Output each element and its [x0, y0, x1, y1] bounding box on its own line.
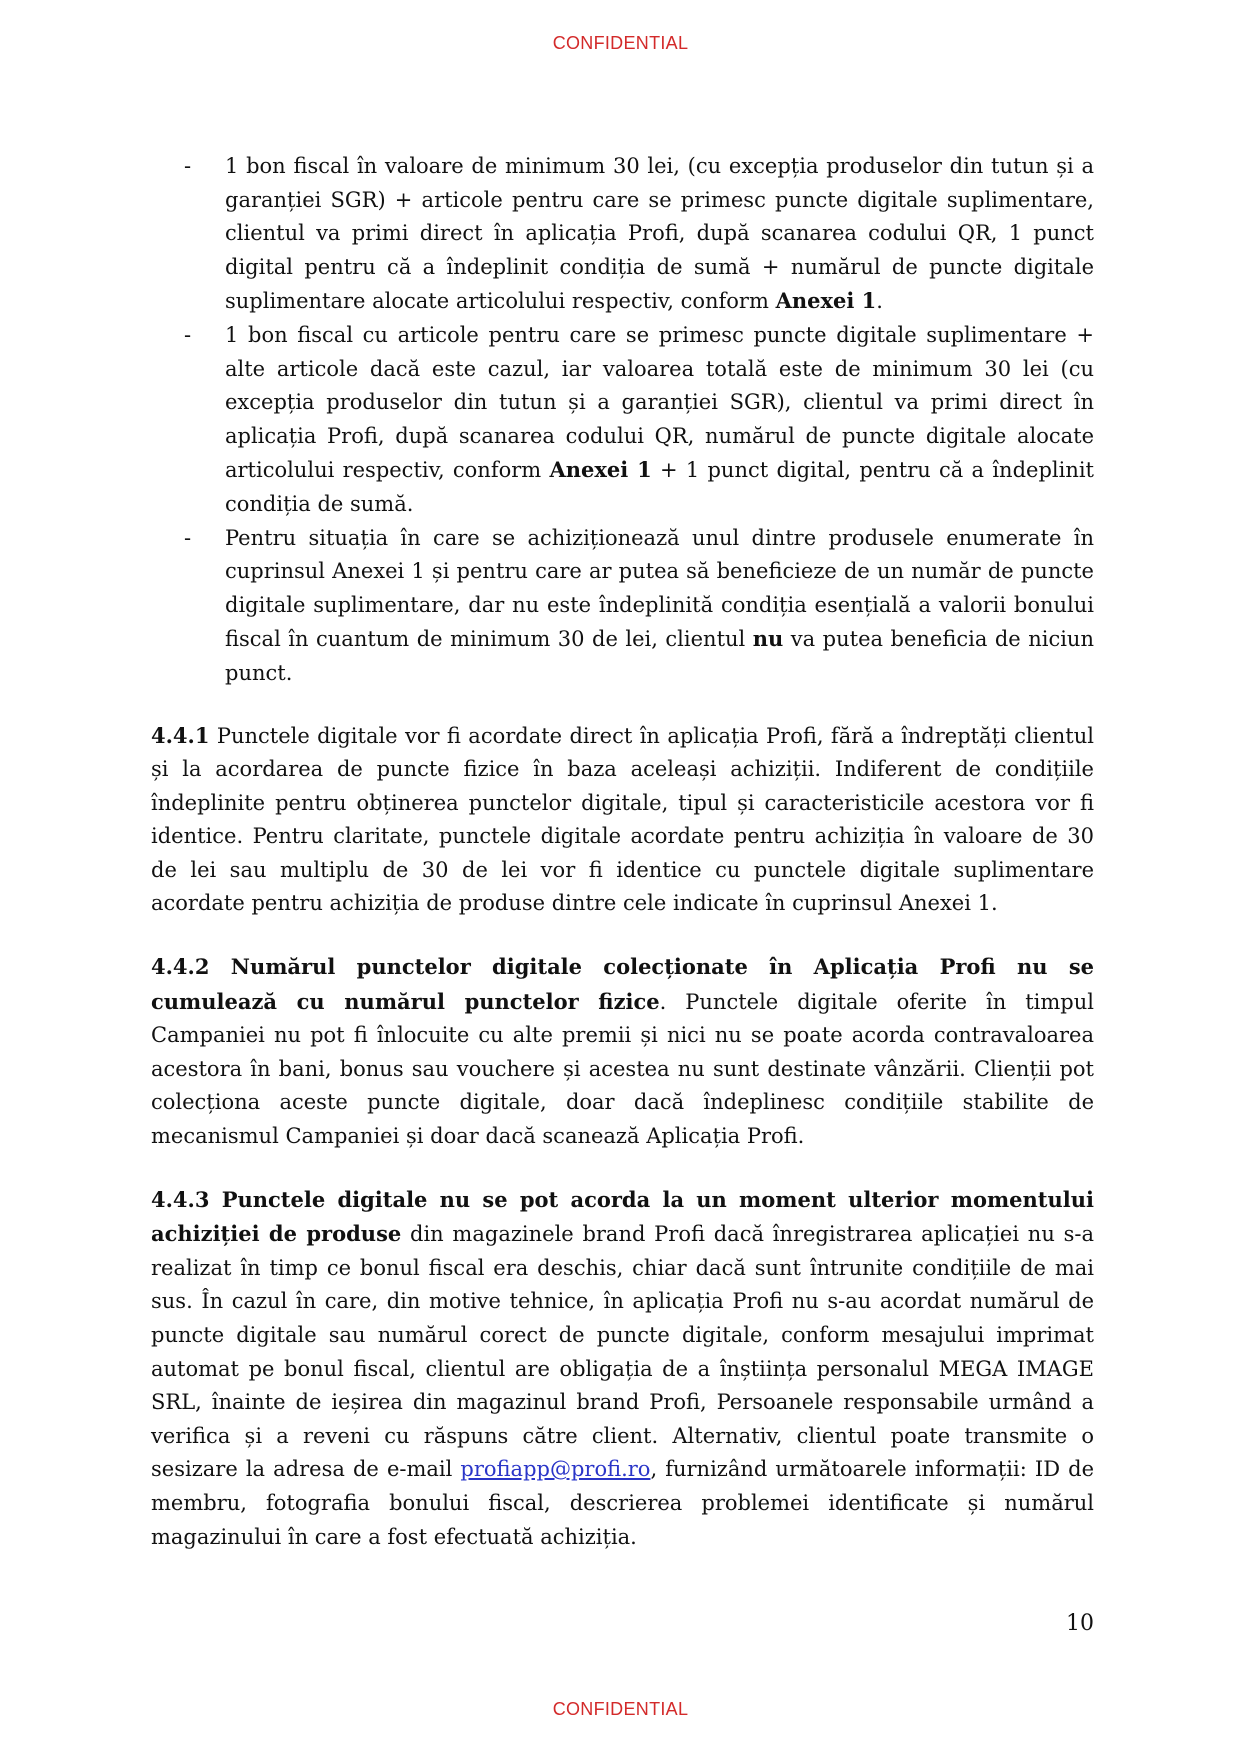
- list-item: [151, 150, 1094, 319]
- section-text: Punctele digitale vor fi acordate direct în aplicația Profi, fără a îndreptăți clientul și la acordarea de puncte fizice în baza aceleași achiziții. Indiferent de condițiile îndeplinite pentru obținerea punctelor digitale, tipul și caracteristicile acestora vor fi identice. Pentru claritate, punctele digitale acordate pentru achiziția în valoare de 30 de lei sau multiplu de 30 de lei vor fi identice cu punctele digitale suplimentare acordate pentru achiziția de produse dintre cele indicate în cuprinsul Anexei 1.: [151, 723, 1094, 916]
- document-body: [151, 150, 1094, 1583]
- section-text: din magazinele brand Profi dacă înregistrarea aplicației nu s-a realizat în timp ce bonul fiscal era deschis, chiar dacă sunt întrunite condițiile de mai sus. În cazul în care, din motive tehnice, în aplicația Profi nu s-au acordat numărul de puncte digitale sau numărul corect de puncte digitale, conform mesajului imprimat automat pe bonul fiscal, clientul are obligația de a înștiința personalul MEGA IMAGE SRL, înainte de ieșirea din magazinul brand Profi, Persoanele responsabile urmând a verifica și a reveni cu răspuns către client. Alternativ, clientul poate transmite o sesizare la adresa de e-mail: [151, 1222, 1094, 1482]
- bullet-bold: Anexei 1: [549, 457, 652, 483]
- section-heading-bold: 4.4.3 Punctele digitale nu se pot acorda la un moment ulterior momentului achiziției de produse: [151, 1186, 1094, 1247]
- list-item: [151, 319, 1094, 522]
- bullet-dash: -: [184, 322, 192, 347]
- bullet-bold: nu: [752, 626, 784, 652]
- section-heading-bold: 4.4.2 Numărul punctelor digitale colecționate în Aplicația Profi nu se cumulează cu numărul punctelor fizice: [151, 954, 1094, 1014]
- bullet-text: 1 bon fiscal în valoare de minimum 30 lei, (cu excepția produselor din tutun și a garanției SGR) + articole pentru care se primesc puncte digitale suplimentare, clientul va primi direct în aplicația Profi, după scanarea codului QR, 1 punct digital pentru că a îndeplinit condiția de sumă + numărul de puncte digitale suplimentare alocate articolului respectiv, conform: [225, 154, 1094, 314]
- bullet-text-end: va putea beneficia de niciun punct.: [225, 627, 1094, 685]
- bullet-dash: -: [184, 525, 192, 550]
- list-item: [151, 522, 1094, 691]
- bullet-text-end: + 1 punct digital, pentru că a îndeplinit condiția de sumă.: [225, 458, 1094, 516]
- confidential-footer: CONFIDENTIAL: [552, 1699, 689, 1719]
- section-4-4-1: [151, 719, 1094, 922]
- confidential-header: CONFIDENTIAL: [552, 33, 689, 53]
- bullet-text: Pentru situația în care se achiziționează unul dintre produsele enumerate în cuprinsul Anexei 1 și pentru care ar putea să beneficieze de un număr de puncte digitale suplimentare, dar nu este îndeplinită condiția esențială a valorii bonului fiscal în cuantum de minimum 30 de lei, clientul: [225, 525, 1094, 652]
- email-link[interactable]: profiapp@profi.ro: [460, 1457, 651, 1482]
- section-text-end: , furnizând următoarele informații: ID de membru, fotografia bonului fiscal, descrierea problemei identificate și numărul magazinului în care a fost efectuată achiziția.: [151, 1457, 1094, 1549]
- section-number: 4.4.1: [151, 722, 210, 748]
- bullet-text: 1 bon fiscal cu articole pentru care se primesc puncte digitale suplimentare + alte articole dacă este cazul, iar valoarea totală este de minimum 30 lei (cu excepția produselor din tutun și a garanției SGR), clientul va primi direct în aplicația Profi, după scanarea codului QR, numărul de puncte digitale alocate articolului respectiv, conform: [225, 322, 1094, 483]
- section-text: . Punctele digitale oferite în timpul Campaniei nu pot fi înlocuite cu alte premii și nici nu se poate acorda contravaloarea acestora în bani, bonus sau vouchere și acestea nu sunt destinate vânzării. Clienții pot colecționa aceste puncte digitale, doar dacă îndeplinesc condițiile stabilite de mecanismul Campaniei și doar dacă scanează Aplicația Profi.: [151, 989, 1094, 1149]
- bullet-list: [151, 150, 1094, 691]
- section-4-4-3: [151, 1183, 1094, 1555]
- page-number: 10: [1066, 1611, 1094, 1636]
- bullet-dash: -: [184, 154, 192, 178]
- bullet-text-end: .: [876, 289, 883, 314]
- bullet-bold: Anexei 1: [775, 288, 877, 314]
- section-4-4-2: [151, 950, 1094, 1154]
